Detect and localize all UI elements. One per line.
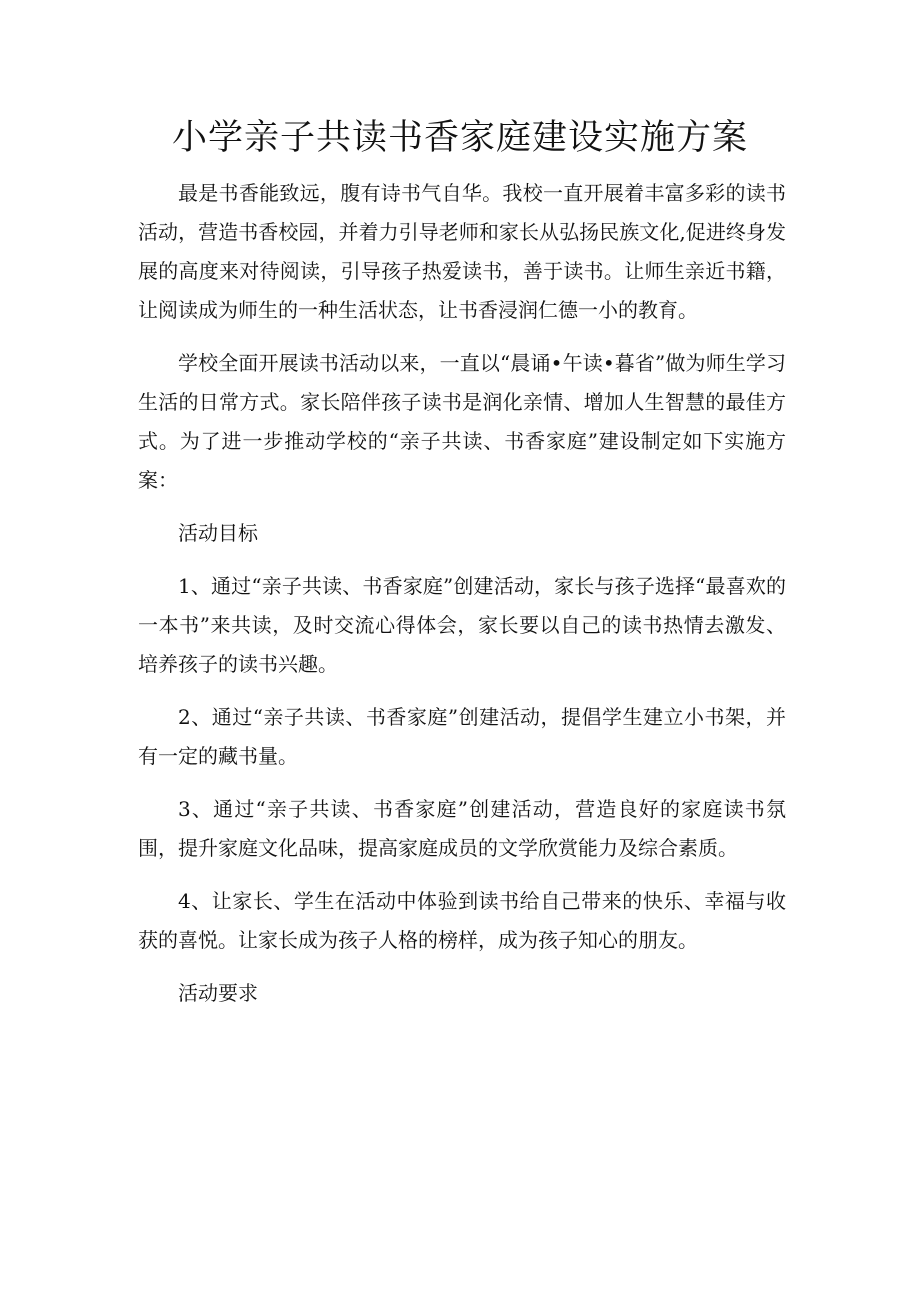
goal-item-1: 1、通过“亲子共读、书香家庭”创建活动，家长与孩子选择“最喜欢的一本书”来共读，及时交流心得体会，家长要以自己的读书热情去激发、培养孩子的读书兴趣。	[138, 574, 786, 676]
goal-item-4: 4、让家长、学生在活动中体验到读书给自己带来的快乐、幸福与收获的喜悦。让家长成为孩子人格的榜样，成为孩子知心的朋友。	[138, 889, 786, 952]
section-heading-requirements: 活动要求	[178, 981, 258, 1005]
section-heading-goals: 活动目标	[178, 521, 258, 545]
background-paragraph: 学校全面开展读书活动以来，一直以“晨诵•午读•暮省”做为师生学习生活的日常方式。家长陪伴孩子读书是润化亲情、增加人生智慧的最佳方式。为了进一步推动学校的“亲子共读、书香家庭”建设制定如下实施方案：	[138, 351, 786, 492]
goal-item-3: 3、通过“亲子共读、书香家庭”创建活动，营造良好的家庭读书氛围，提升家庭文化品味，提高家庭成员的文学欣赏能力及综合素质。	[138, 797, 786, 860]
document-body	[138, 174, 786, 1027]
document-title: 小学亲子共读书香家庭建设实施方案	[171, 118, 748, 158]
goal-item-2: 2、通过“亲子共读、书香家庭”创建活动，提倡学生建立小书架，并有一定的藏书量。	[138, 705, 786, 768]
intro-paragraph: 最是书香能致远，腹有诗书气自华。我校一直开展着丰富多彩的读书活动，营造书香校园，并着力引导老师和家长从弘扬民族文化,促进终身发展的高度来对待阅读，引导孩子热爱读书，善于读书。让师生亲近书籍，让阅读成为师生的一种生活状态，让书香浸润仁德一小的教育。	[138, 181, 786, 322]
